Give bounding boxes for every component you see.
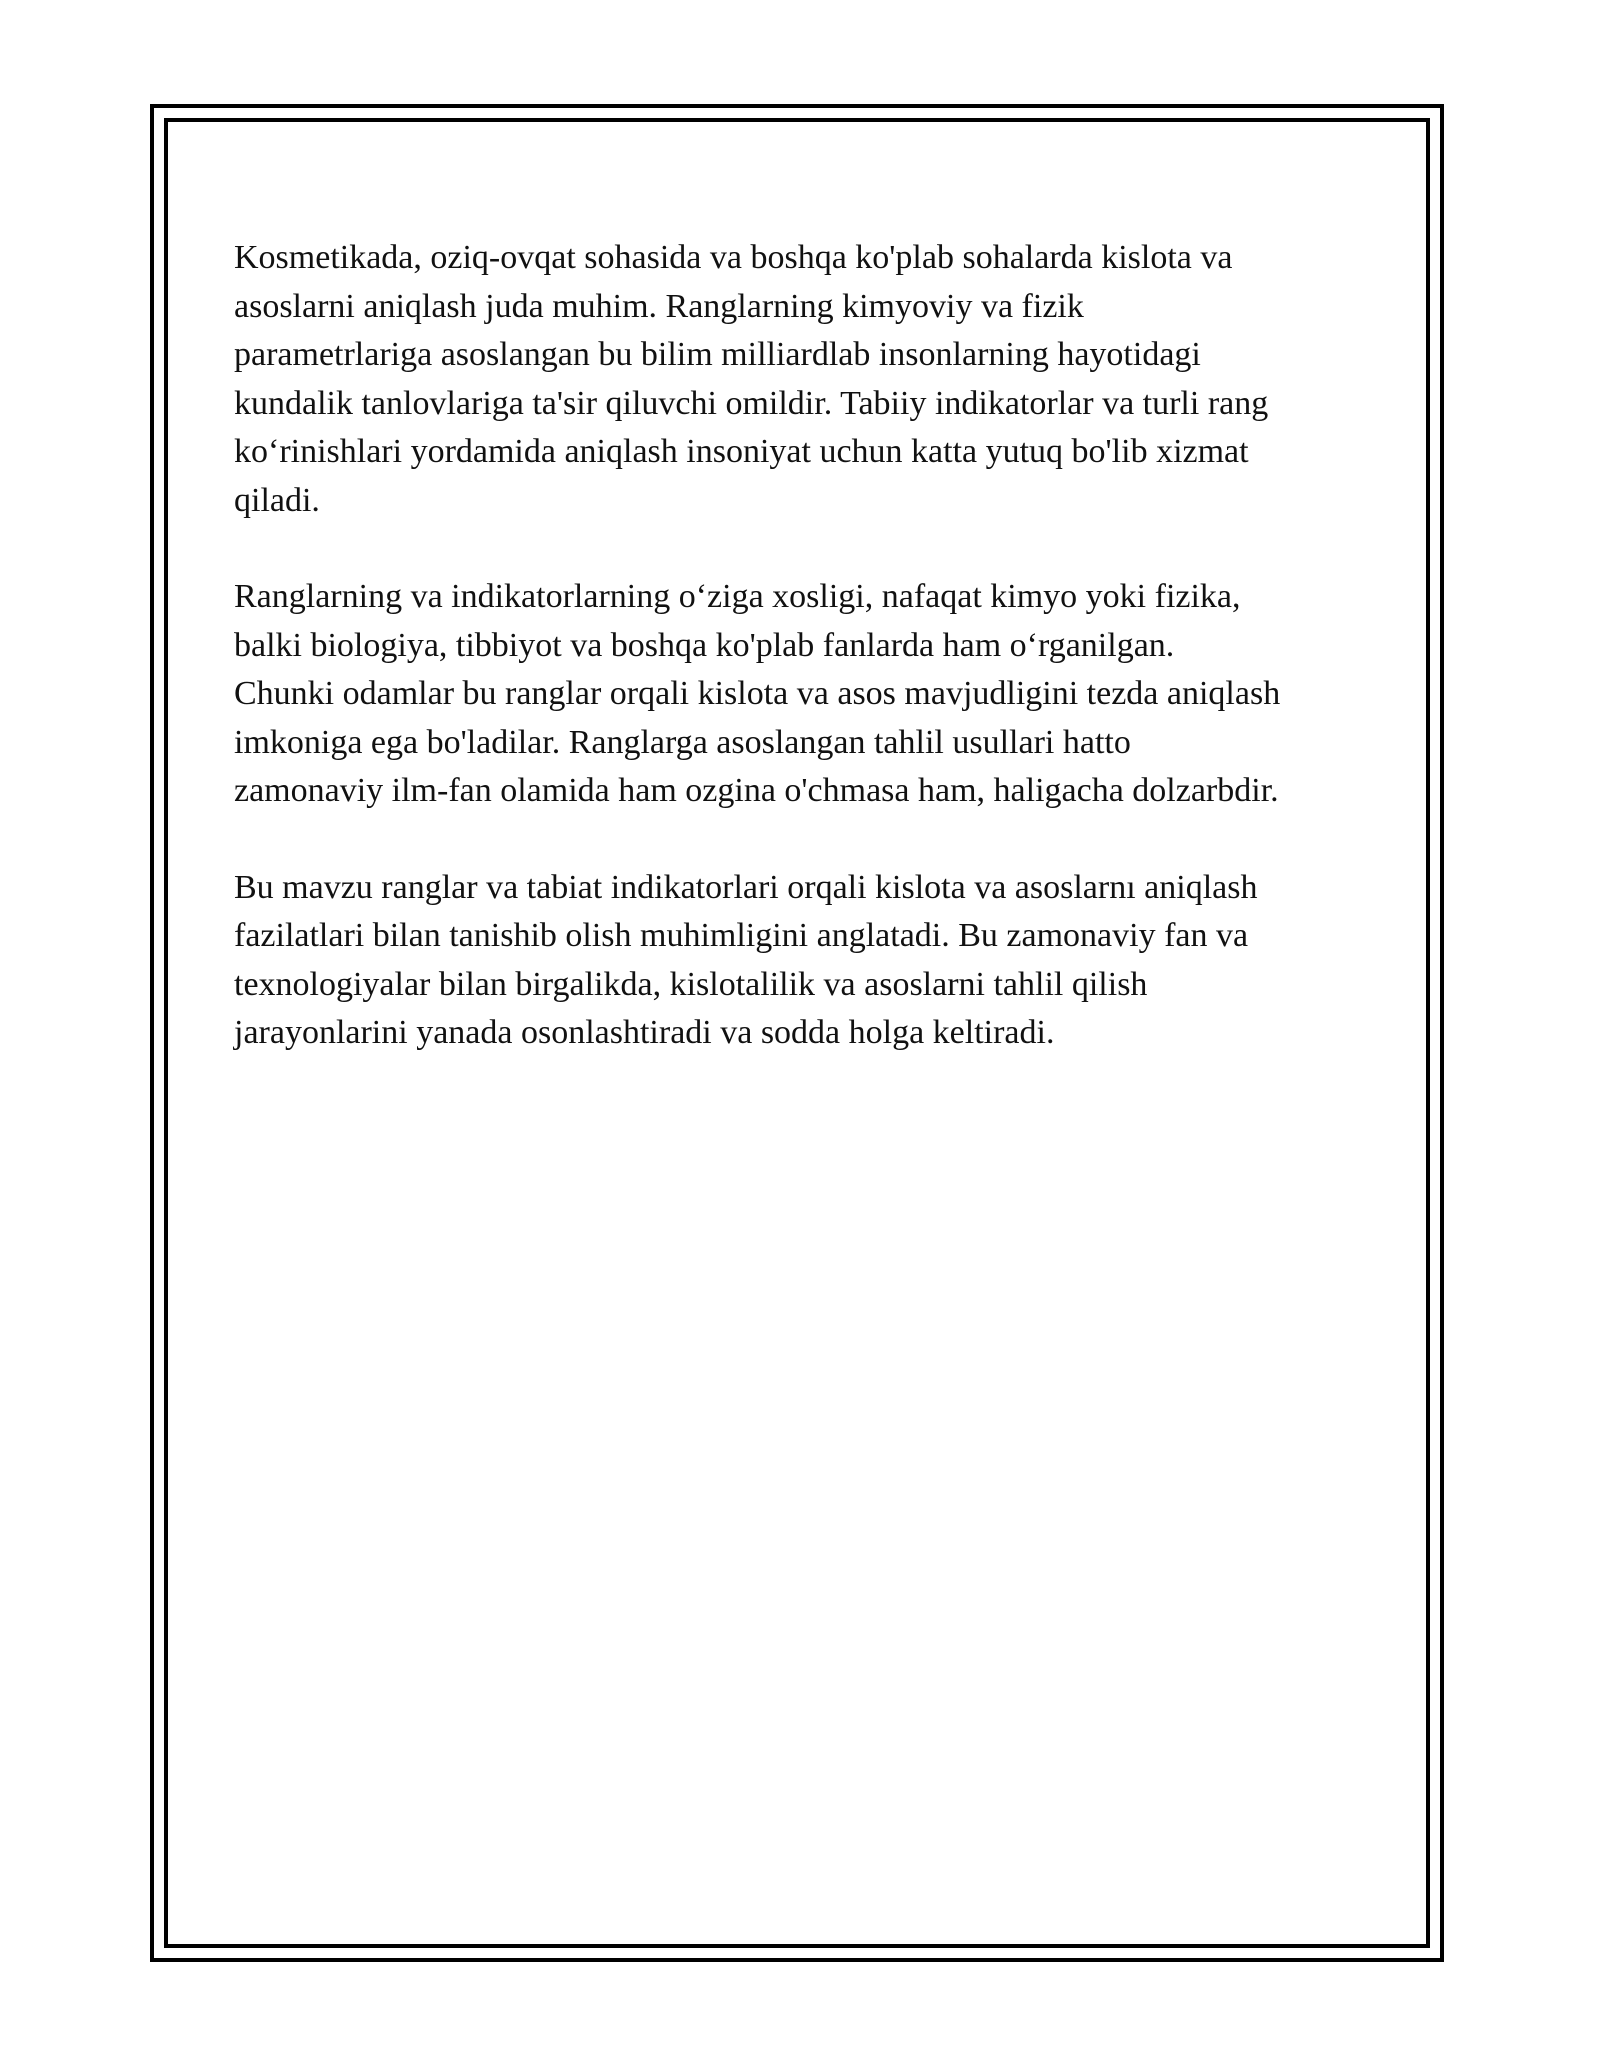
text-line: jarayonlarini yanada osonlashtiradi va sodda holga keltiradi. — [234, 1014, 1055, 1051]
text-line: fazilatlari bilan tanishib olish muhimligini anglatadi. Bu zamonaviy fan va — [234, 917, 1249, 954]
paragraph-1 — [234, 234, 1374, 525]
text-line: Ranglarning va indikatorlarning o‘ziga xosligi, nafaqat kimyo yoki fizika, — [234, 578, 1241, 615]
text-line: Chunki odamlar bu ranglar orqali kislota va asos mavjudligini tezda aniqlash — [234, 675, 1281, 712]
document-body — [234, 234, 1374, 1106]
paragraph-3 — [234, 864, 1374, 1058]
text-line: zamonaviy ilm-fan olamida ham ozgina o'chmasa ham, haligacha dolzarbdir. — [234, 772, 1279, 809]
text-line: Bu mavzu ranglar va tabiat indikatorlari orqali kislota va asoslarnı aniqlash — [234, 868, 1258, 906]
paragraph-2 — [234, 573, 1374, 816]
text-line: ko‘rinishlari yordamida aniqlash insoniyat uchun katta yutuq bo'lib xizmat — [234, 433, 1249, 470]
text-line: imkoniga ega bo'ladilar. Ranglarga asoslangan tahlil usullari hatto — [234, 723, 1131, 761]
text-line: kundalik tanlovlariga ta'sir qiluvchi omildir. Tabiiy indikatorlar va turli rang — [234, 384, 1269, 422]
text-line: asoslarni aniqlash juda muhim. Ranglarning kimyoviy va fizik — [234, 287, 1084, 325]
text-line: texnologiyalar bilan birgalikda, kislotalilik va asoslarni tahlil qilish — [234, 965, 1148, 1003]
text-line: parametrlariga asoslangan bu bilim milliardlab insonlarning hayotidagi — [234, 336, 1201, 373]
text-line: qiladi. — [234, 481, 320, 519]
text-line: balki biologiya, tibbiyot va boshqa ko'plab fanlarda ham o‘rganilgan. — [234, 626, 1175, 664]
text-line: Kosmetikada, oziq-ovqat sohasida va boshqa ko'plab sohalarda kislota va — [234, 239, 1233, 276]
